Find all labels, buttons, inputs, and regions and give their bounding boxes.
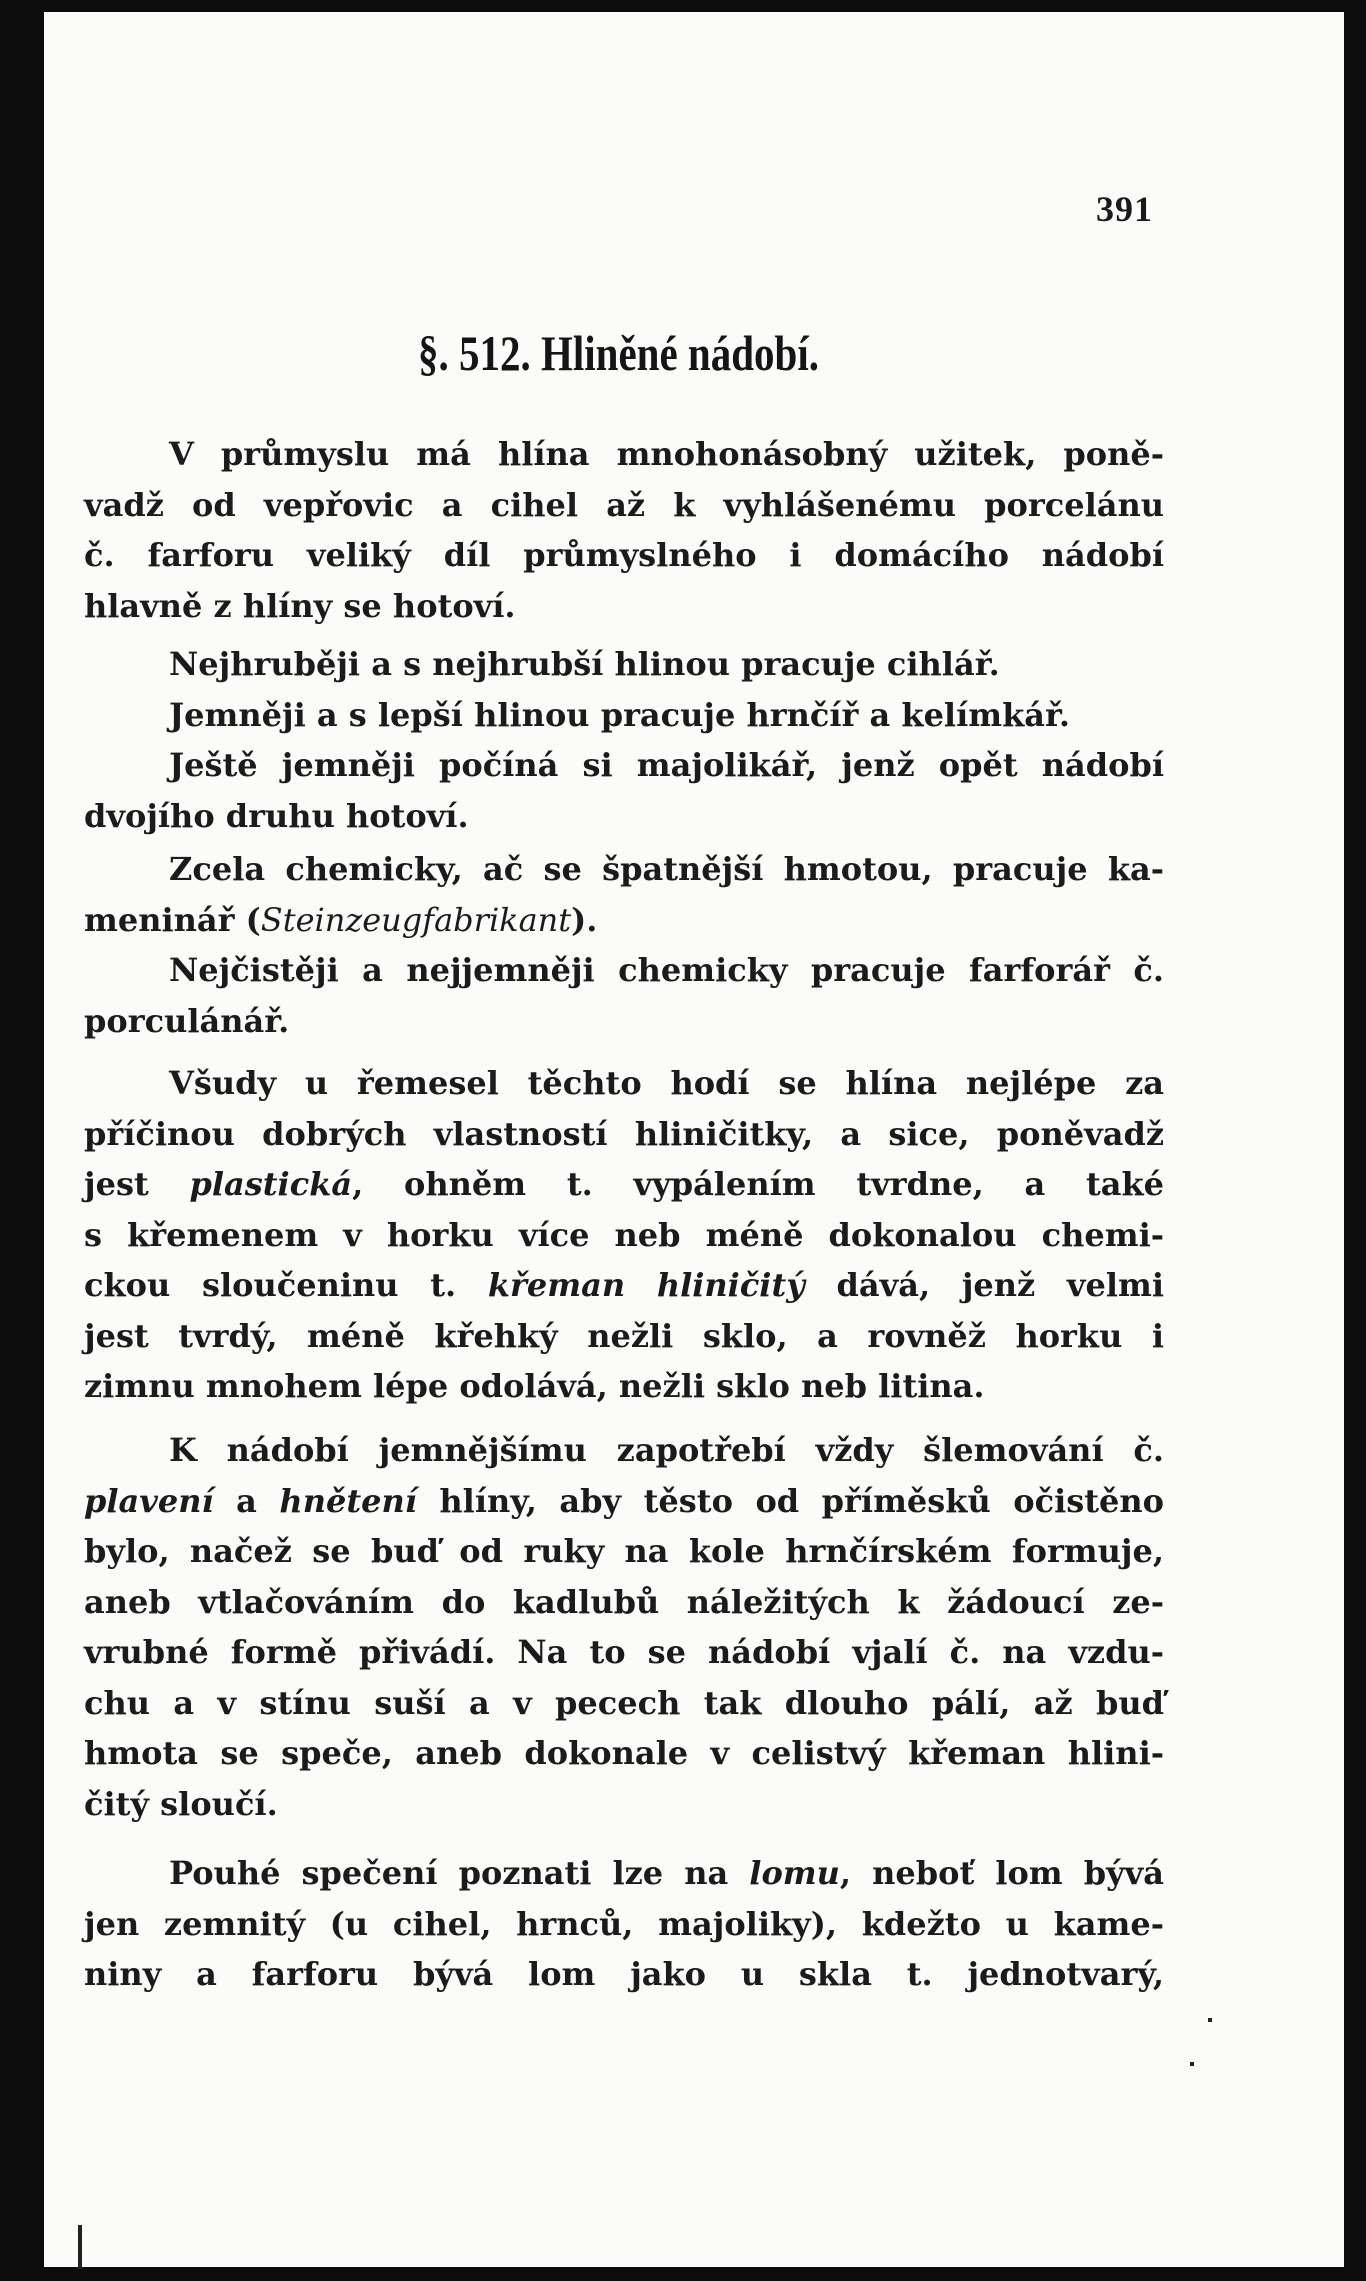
text-line: hmota se speče, aneb dokonale v celistvý křeman hlini- — [84, 1734, 1164, 1772]
scan-edge-mark — [78, 2225, 82, 2269]
text-line: Všudy u řemesel těchto hodí se hlína nejlépe za — [169, 1064, 1164, 1102]
text-line: ckou sloučeninu t. křeman hliničitý dává, jenž velmi — [84, 1266, 1165, 1304]
section-heading: §. 512. Hliněné nádobí. — [418, 325, 819, 381]
text-line: porculánář. — [84, 1001, 290, 1040]
fraktur-word: Steinzeugfabrikant — [260, 900, 572, 939]
book-page — [44, 12, 1344, 2267]
text-line: Nejhruběji a s nejhrubší hlinou pracuje cihlář. — [169, 645, 1000, 683]
text-line: vrubné formě přivádí. Na to se nádobí vjalí č. na vzdu- — [84, 1633, 1164, 1671]
text-line: chu a v stínu suší a v pecech tak dlouho pálí, až buď — [84, 1683, 1164, 1722]
text-line: Nejčistěji a nejjemněji chemicky pracuje farforář č. — [169, 951, 1164, 989]
text-line: aneb vtlačováním do kadlubů náležitých k žádoucí ze- — [84, 1582, 1164, 1621]
text-line: Ještě jemněji počíná si majolikář, jenž opět nádobí — [169, 746, 1164, 784]
text-line: bylo, načež se buď od ruky na kole hrnčírském formuje, — [84, 1532, 1164, 1570]
paragraph-4 — [84, 1058, 1164, 1412]
speck — [1208, 2018, 1212, 2022]
text-line: V průmyslu má hlína mnohonásobný užitek, poně- — [169, 435, 1164, 473]
text-line: hlavně z hlíny se hotoví. — [84, 586, 516, 625]
paragraph-6 — [84, 1848, 1164, 2000]
paragraph-1 — [84, 429, 1164, 631]
text-line: meninář (Steinzeugfabrikant). — [84, 900, 598, 939]
text-line: č. farforu veliký díl průmyslného i domácího nádobí — [84, 536, 1164, 574]
text-line: jest plastická, ohněm t. vypálením tvrdne, a také — [84, 1165, 1164, 1203]
text-line: dvojího druhu hotoví. — [84, 796, 469, 835]
text-line: čitý sloučí. — [84, 1784, 278, 1823]
italic-word: lomu — [749, 1854, 840, 1892]
text-line: vadž od vepřovic a cihel až k vyhlášenému porcelánu — [84, 485, 1164, 524]
text-line: jen zemnitý (u cihel, hrnců, majoliky), kdežto u kame- — [84, 1904, 1164, 1943]
italic-word: plavení — [84, 1481, 214, 1520]
italic-word: hnětení — [279, 1481, 417, 1520]
italic-word: plastická — [189, 1165, 353, 1203]
paragraph-3 — [84, 844, 1164, 1046]
paragraph-2 — [84, 639, 1164, 841]
text-line: s křemenem v horku více neb méně dokonalou chemi- — [84, 1215, 1164, 1254]
italic-word: křeman hliničitý — [487, 1266, 805, 1304]
text-line: Jemněji a s lepší hlinou pracuje hrnčíř a kelímkář. — [169, 695, 1071, 734]
text-line: niny a farforu bývá lom jako u skla t. jednotvarý, — [84, 1955, 1164, 1993]
text-line: plavení a hnětení hlíny, aby těsto od příměsků očistěno — [84, 1481, 1165, 1520]
page-number: 391 — [1096, 189, 1153, 229]
paragraph-5 — [84, 1425, 1164, 1829]
text-line: jest tvrdý, méně křehký nežli sklo, a rovněž horku i — [84, 1316, 1164, 1355]
text-line: příčinou dobrých vlastností hliničitky, a sice, poněvadž — [84, 1114, 1164, 1153]
speck — [1190, 2062, 1194, 2066]
text-line: zimnu mnohem lépe odolává, nežli sklo neb litina. — [84, 1367, 985, 1405]
text-line: Pouhé spečení poznati lze na lomu, neboť lom bývá — [169, 1854, 1165, 1892]
text-line: Zcela chemicky, ač se špatnější hmotou, pracuje ka- — [169, 850, 1164, 888]
text-line: K nádobí jemnějšímu zapotřebí vždy šlemování č. — [169, 1431, 1164, 1469]
